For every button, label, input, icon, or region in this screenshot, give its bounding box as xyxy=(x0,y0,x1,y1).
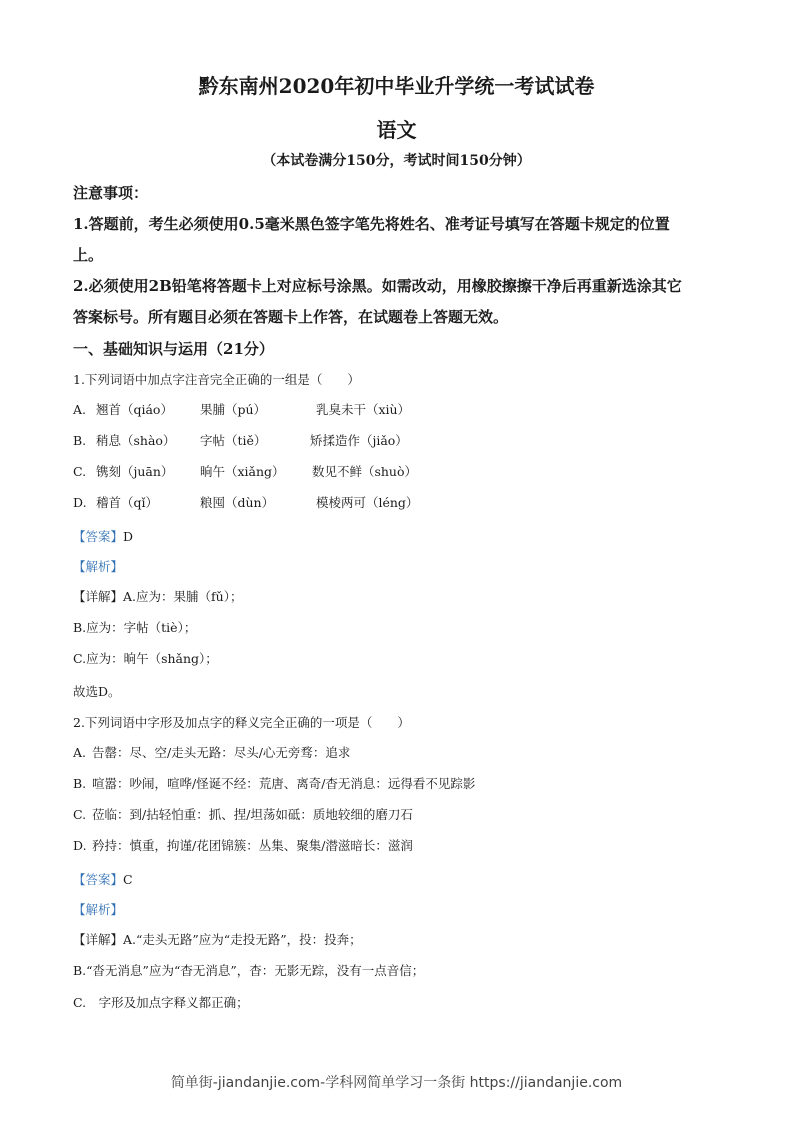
section-heading: 一、基础知识与运用（21分） xyxy=(73,340,274,358)
question-2-answer xyxy=(73,870,133,888)
option-label: D. xyxy=(73,495,87,510)
notice-item-2-line-2: 答案标号。所有题目必须在答题卡上作答，在试题卷上答题无效。 xyxy=(73,308,509,326)
question-1-option-d xyxy=(73,493,418,511)
question-2-detail-2: B.“沓无消息”应为“杳无消息”，杳：无影无踪，没有一点音信； xyxy=(73,963,425,978)
question-2-option-a xyxy=(73,743,350,761)
question-1-stem: 1.下列词语中加点字注音完全正确的一组是（ ） xyxy=(73,372,360,387)
answer-tag: 【答案】 xyxy=(73,872,124,887)
option-text: 告罄：尽、空/走头无路：尽头/心无旁骛：追求 xyxy=(92,745,351,760)
notice-item-1-line-1: 1.答题前，考生必须使用0.5毫米黑色签字笔先将姓名、准考证号填写在答题卡规定的位置 xyxy=(73,215,670,233)
option-text: 矜持：慎重，拘谨/花团锦簇：丛集、聚集/潜滋暗长：滋润 xyxy=(92,838,413,853)
subject-title: 语文 xyxy=(376,118,417,142)
option-label: C. xyxy=(73,464,87,479)
detail-text: A.“走头无路”应为“走投无路”，投：投奔； xyxy=(123,932,362,947)
option-word-3: 矫揉造作（jiǎo） xyxy=(309,433,408,448)
option-word-3: 模棱两可（léng） xyxy=(315,495,419,510)
option-label: C. xyxy=(73,807,87,822)
question-2-analysis-tag: 【解析】 xyxy=(73,902,124,917)
question-1-analysis-tag: 【解析】 xyxy=(73,559,124,574)
question-2-option-c xyxy=(73,805,413,823)
question-2-option-b xyxy=(73,774,475,792)
page-footer: 简单街-jiandanjie.com-学科网简单学习一条街 https://jiandanjie.com xyxy=(170,1075,623,1091)
option-word-3: 数见不鲜（shuò） xyxy=(311,464,417,479)
option-word-1: 稽首（qǐ） xyxy=(95,495,158,510)
option-word-1: 翘首（qiáo） xyxy=(95,402,173,417)
question-2-stem: 2.下列词语中字形及加点字的释义完全正确的一项是（ ） xyxy=(73,715,410,730)
option-word-2: 果脯（pú） xyxy=(199,402,267,417)
option-word-2: 粮囤（dùn） xyxy=(199,495,275,510)
option-label: D. xyxy=(73,838,87,853)
notice-heading: 注意事项： xyxy=(73,184,149,202)
option-label: A. xyxy=(73,745,87,760)
question-1-conclusion: 故选D。 xyxy=(73,684,121,699)
question-1-option-c xyxy=(73,462,417,480)
option-word-2: 字帖（tiě） xyxy=(199,433,267,448)
detail-text: A.应为：果脯（fǔ）； xyxy=(123,589,243,604)
question-1-detail-3: C.应为：晌午（shǎng）； xyxy=(73,651,218,666)
question-1-option-a xyxy=(73,400,410,418)
question-2-option-d xyxy=(73,836,413,854)
document-title: 黔东南州2020年初中毕业升学统一考试试卷 xyxy=(198,74,595,98)
notice-item-1-line-2: 上。 xyxy=(73,246,104,264)
exam-note: （本试卷满分150分，考试时间150分钟） xyxy=(262,153,531,169)
option-label: B. xyxy=(73,776,87,791)
notice-item-2-line-1: 2.必须使用2B铅笔将答题卡上对应标号涂黑。如需改动，用橡胶擦擦干净后再重新选涂其它 xyxy=(73,277,682,295)
option-word-3: 乳臭未干（xiù） xyxy=(315,402,411,417)
question-1-option-b xyxy=(73,431,408,449)
answer-tag: 【答案】 xyxy=(73,529,124,544)
option-label: A. xyxy=(73,402,87,417)
answer-value: D xyxy=(123,529,134,544)
option-text: 莅临：到/拈轻怕重：抓、捏/坦荡如砥：质地较细的磨刀石 xyxy=(92,807,413,822)
detail-tag: 【详解】 xyxy=(73,589,124,604)
question-1-detail-2: B.应为：字帖（tiè）； xyxy=(73,620,197,635)
answer-value: C xyxy=(123,872,133,887)
option-label: B. xyxy=(73,433,87,448)
option-text: 喧嚣：吵闹，喧哗/怪诞不经：荒唐、离奇/杳无消息：远得看不见踪影 xyxy=(92,776,476,791)
question-2-detail-3: C. 字形及加点字释义都正确； xyxy=(73,995,249,1010)
question-1-detail-1 xyxy=(73,587,242,605)
option-word-2: 晌午（xiǎng） xyxy=(199,464,285,479)
question-1-answer xyxy=(73,527,133,545)
option-word-1: 镌刻（juān） xyxy=(95,464,174,479)
question-2-detail-1 xyxy=(73,930,362,948)
option-word-1: 稍息（shào） xyxy=(95,433,176,448)
detail-tag: 【详解】 xyxy=(73,932,124,947)
